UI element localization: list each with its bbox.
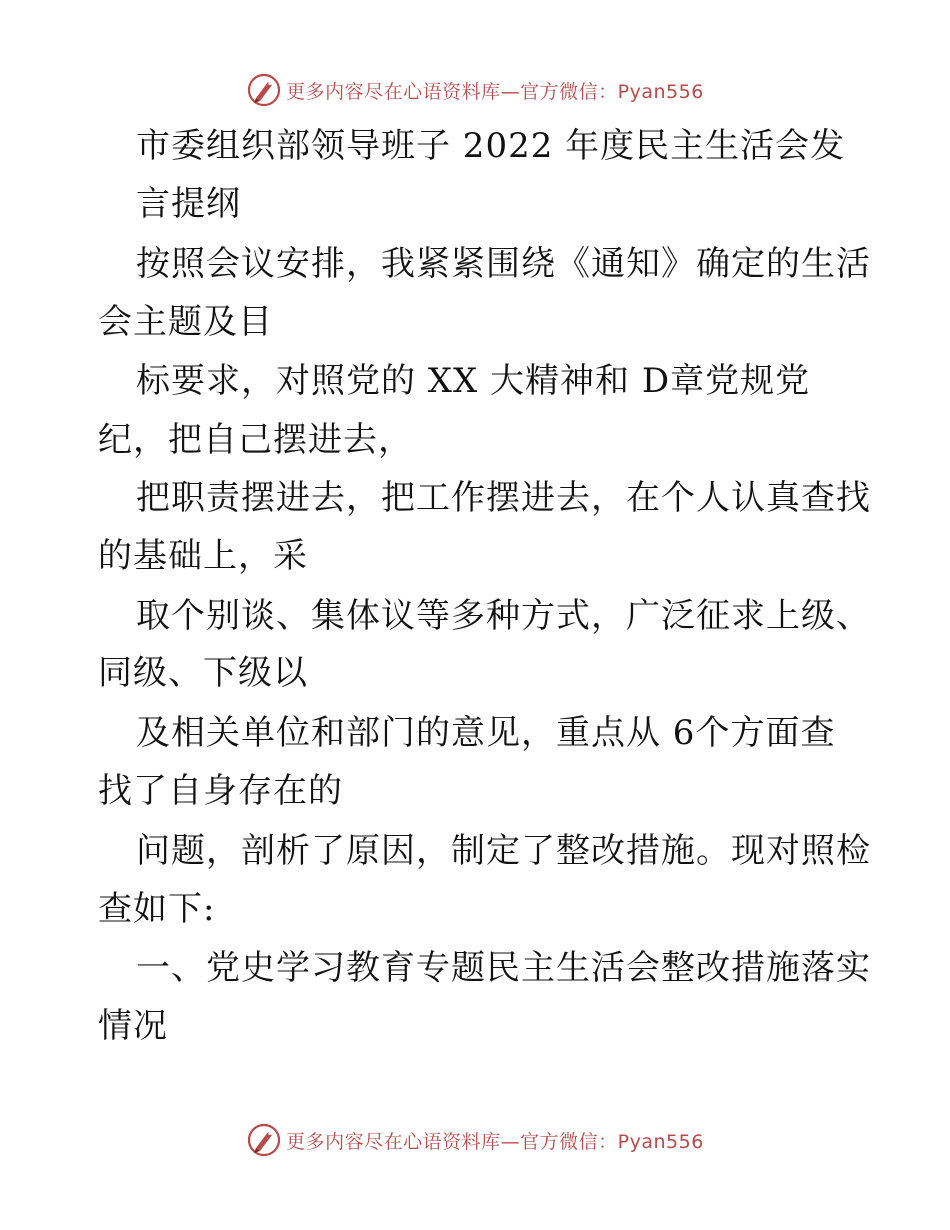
paragraph-line: 同级、下级以: [98, 653, 308, 693]
section-heading-line: 一、党史学习教育专题民主生活会整改措施落实: [136, 948, 871, 988]
paragraph-line: 按照会议安排，我紧紧围绕《通知》确定的生活: [136, 244, 871, 284]
pen-logo-icon: [246, 1122, 282, 1158]
watermark-text: 更多内容尽在心语资料库—官方微信：Pyan556: [286, 1130, 704, 1153]
watermark-text: 更多内容尽在心语资料库—官方微信：Pyan556: [286, 80, 704, 103]
paragraph-line: 查如下:: [98, 889, 216, 929]
paragraph-line: 取个别谈、集体议等多种方式，广泛征求上级、: [136, 596, 871, 636]
paragraph-line: 把职责摆进去，把工作摆进去，在个人认真查找: [136, 478, 871, 518]
paragraph-line: 及相关单位和部门的意见，重点从 6个方面查: [136, 713, 836, 753]
title-line-2: 言提纲: [136, 184, 241, 224]
title-line-1: 市委组织部领导班子 2022 年度民主生活会发: [136, 126, 846, 166]
paragraph-line: 找了自身存在的: [98, 771, 343, 811]
paragraph-line: 标要求，对照党的 XX 大精神和 D章党规党: [136, 361, 811, 401]
section-heading-line: 情况: [98, 1006, 168, 1046]
pen-logo-icon: [246, 72, 282, 108]
watermark-banner-top: [0, 70, 950, 110]
paragraph-line: 会主题及目: [98, 302, 273, 342]
watermark-banner-bottom: [0, 1120, 950, 1160]
paragraph-line: 纪，把自己摆进去，: [98, 420, 413, 460]
paragraph-line: 的基础上，采: [98, 536, 308, 576]
paragraph-line: 问题，剖析了原因，制定了整改措施。现对照检: [136, 831, 871, 871]
